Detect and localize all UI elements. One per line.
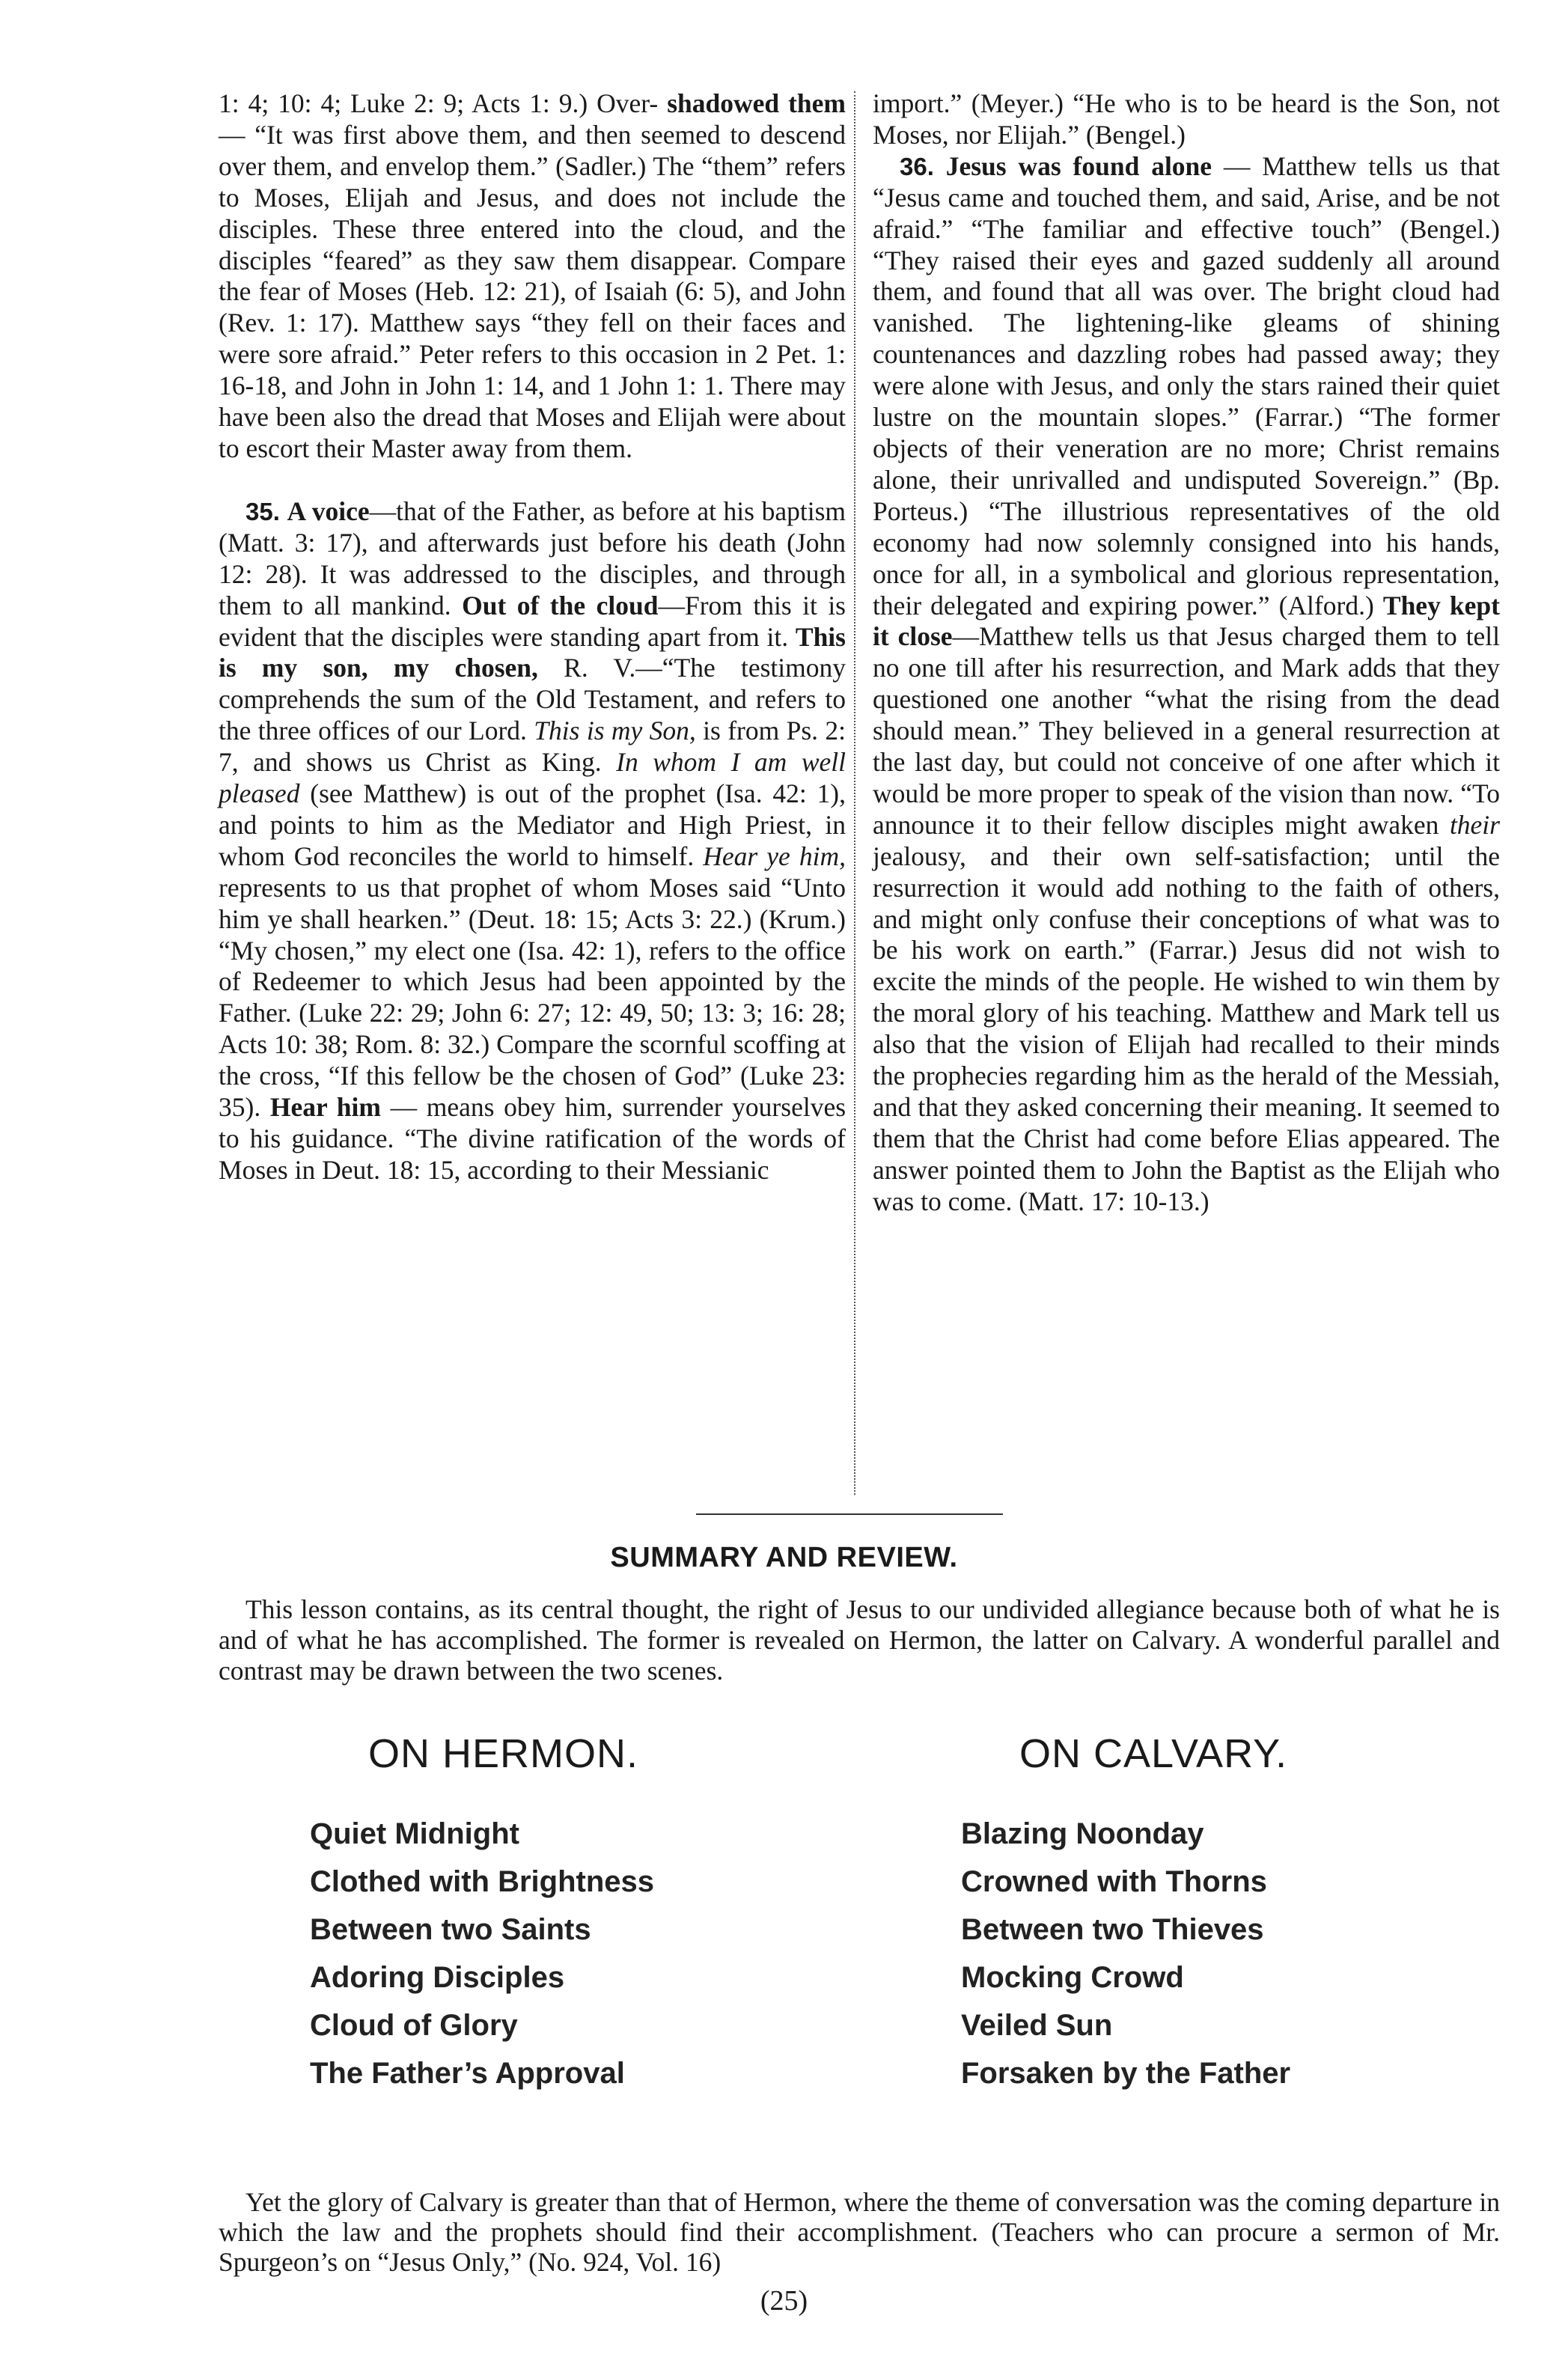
- section-rule: [696, 1513, 1003, 1515]
- hermon-heading: ON HERMON.: [368, 1731, 638, 1776]
- summary-paragraph: This lesson contains, as its central thought, the right of Jesus to our undivided allegiance because both of what he is and of what he has accomplished. The former is revealed on Hermon, the latter on Calvary. A wonderful parallel and contrast may be drawn between the two scenes.: [219, 1594, 1500, 1686]
- verse-number: 35.: [245, 497, 280, 525]
- right-paragraph-1: import.” (Meyer.) “He who is to be heard is the Son, not Moses, nor Elijah.” (Bengel.): [873, 88, 1500, 150]
- bold-phrase: shadowed them: [667, 88, 846, 118]
- list-item: The Father’s Approval: [310, 2057, 625, 2090]
- closing-paragraph: Yet the glory of Calvary is greater than that of Hermon, where the theme of conversation was the coming departure in which the law and the prophets should find their accomplishment. (Teachers who can procure a sermon of Mr. Spurgeon’s on “Jesus Only,” (No. 924, Vol. 16): [219, 2187, 1500, 2277]
- list-item: Mocking Crowd: [961, 1961, 1184, 1994]
- summary-heading: SUMMARY AND REVIEW.: [610, 1542, 958, 1573]
- left-paragraph-1: 1: 4; 10: 4; Luke 2: 9; Acts 1: 9.) Over- shadowed them — “It was first above them, and then seemed to descend over them, and envelop them.” (Sadler.) The “them” refers to Moses, Elijah and Jesus, and does not include the disciples. These three entered into the cloud, and the disciples “feared” as they saw them disappear. Compare the fear of Moses (Heb. 12: 21), of Isaiah (6: 5), and John (Rev. 1: 17). Matthew says “they fell on their faces and were sore afraid.” Peter refers to this occasion in 2 Pet. 1: 16-18, and John in John 1: 14, and 1 John 1: 1. There may have been also the dread that Moses and Elijah were about to escort their Master away from them.: [219, 88, 846, 463]
- two-column-commentary: [219, 88, 1500, 1510]
- column-divider: [854, 91, 855, 1495]
- calvary-heading: ON CALVARY.: [1019, 1731, 1288, 1776]
- hermon-list: [310, 1810, 654, 2097]
- right-paragraph-36: 36. Jesus was found alone — Matthew tells us that “Jesus came and touched them, and said, Arise, and be not afraid.” “The familiar and effective touch” (Bengel.) “They raised their eyes and gazed suddenly all around them, and found that all was over. The bright cloud had vanished. The lightening-like gleams of shining countenances and dazzling robes had passed away; they were alone with Jesus, and only the stars rained their quiet lustre on the mountain slopes.” (Farrar.) “The former objects of their veneration are no more; Christ remains alone, their unrivalled and undisputed Sovereign.” (Bp. Porteus.) “The illustrious representatives of the old economy had now solemnly consigned into his hands, once for all, in a symbolical and glorious representation, their delegated and expiring power.” (Alford.) They kept it close—Matthew tells us that Jesus charged them to tell no one till after his resurrection, and Mark adds that they questioned one another “what the rising from the dead should mean.” They believed in a general resurrection at the last day, but could not conceive of one after which it would be more proper to speak of the vision than now. “To announce it to their fellow disciples might awaken their jealousy, and their own self-satisfaction; until the resurrection it would add nothing to the faith of others, and might only confuse their conceptions of what was to be his work on earth.” (Farrar.) Jesus did not wish to excite the minds of the people. He wished to win them by the moral glory of his teaching. Matthew and Mark tell us also that the vision of Elijah had recalled to their minds the prophecies regarding him as the herald of the Messiah, and that they asked concerning their meaning. It seemed to them that the Christ had come before Elias appeared. The answer pointed them to John the Baptist as the Elijah who was to come. (Matt. 17: 10-13.): [873, 150, 1501, 1216]
- verse-number: 36.: [900, 152, 934, 180]
- left-column: [219, 88, 846, 1186]
- list-item: Quiet Midnight: [310, 1817, 519, 1850]
- list-item: Clothed with Brightness: [310, 1865, 654, 1898]
- page-number: (25): [760, 2285, 808, 2317]
- list-item: Forsaken by the Father: [961, 2057, 1291, 2090]
- list-item: Adoring Disciples: [310, 1961, 565, 1994]
- left-paragraph-35: 35. A voice—that of the Father, as before at his baptism (Matt. 3: 17), and afterwards just before his death (John 12: 28). It was addressed to the disciples, and through them to all mankind. Out of the cloud—From this it is evident that the disciples were standing apart from it. This is my son, my chosen, R. V.—“The testimony comprehends the sum of the Old Testament, and refers to the three offices of our Lord. This is my Son, is from Ps. 2: 7, and shows us Christ as King. In whom I am well pleased (see Matthew) is out of the prophet (Isa. 42: 1), and points to him as the Mediator and High Priest, in whom God reconciles the world to himself. Hear ye him, represents to us that prophet of whom Moses said “Unto him ye shall hearken.” (Deut. 18: 15; Acts 3: 22.) (Krum.) “My chosen,” my elect one (Isa. 42: 1), refers to the office of Redeemer to which Jesus had been appointed by the Father. (Luke 22: 29; John 6: 27; 12: 49, 50; 13: 3; 16: 28; Acts 10: 38; Rom. 8: 32.) Compare the scornful scoffing at the cross, “If this fellow be the chosen of God” (Luke 23: 35). Hear him — means obey him, surrender yourselves to his guidance. “The divine ratification of the words of Moses in Deut. 18: 15, according to their Messianic: [219, 496, 846, 1185]
- list-item: Veiled Sun: [961, 2009, 1113, 2042]
- list-item: Blazing Noonday: [961, 1817, 1204, 1850]
- list-item: Cloud of Glory: [310, 2009, 518, 2042]
- list-item: Between two Saints: [310, 1913, 591, 1946]
- list-item: Crowned with Thorns: [961, 1865, 1267, 1898]
- list-item: Between two Thieves: [961, 1913, 1264, 1946]
- calvary-list: [961, 1810, 1290, 2097]
- right-column: [873, 88, 1500, 1218]
